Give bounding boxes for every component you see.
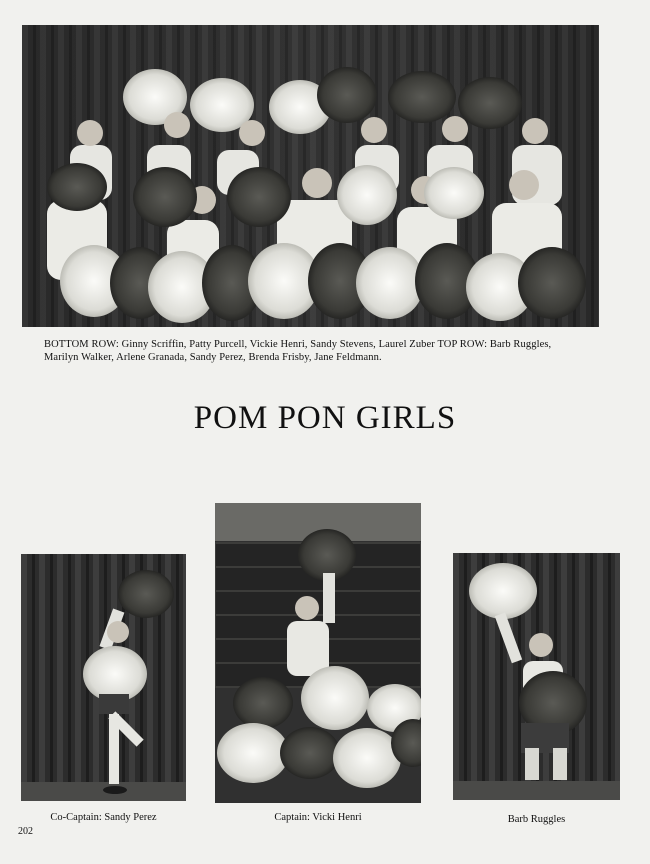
caption-top-row-names: Barb Ruggles, Marilyn Walker, Arlene Granada, Sandy Perez, Brenda Frisby, Jane Feldmann. (44, 339, 552, 363)
page-number: 202 (18, 826, 33, 837)
group-photo (22, 25, 599, 327)
co-captain-photo (21, 554, 186, 801)
caption-bottom-row-names: Ginny Scriffin, Patty Purcell, Vickie Henri, Sandy Stevens, Laurel Zuber (121, 339, 435, 350)
co-captain-caption: Co-Captain: Sandy Perez (50, 812, 157, 823)
group-photo-caption (44, 338, 584, 364)
bottom-pompons (60, 243, 586, 323)
group-photo-image (22, 25, 599, 327)
barb-ruggles-photo-image (453, 553, 620, 800)
page-title: POM PON GIRLS (193, 400, 457, 436)
barb-ruggles-caption: Barb Ruggles (507, 814, 566, 825)
captain-photo-image (215, 503, 421, 803)
co-captain-photo-image (21, 554, 186, 801)
captain-caption: Captain: Vicki Henri (274, 812, 362, 823)
barb-ruggles-photo (453, 553, 620, 800)
caption-top-row-label: TOP ROW: (437, 339, 488, 350)
caption-bottom-row-label: BOTTOM ROW: (44, 339, 119, 350)
captain-photo (215, 503, 421, 803)
